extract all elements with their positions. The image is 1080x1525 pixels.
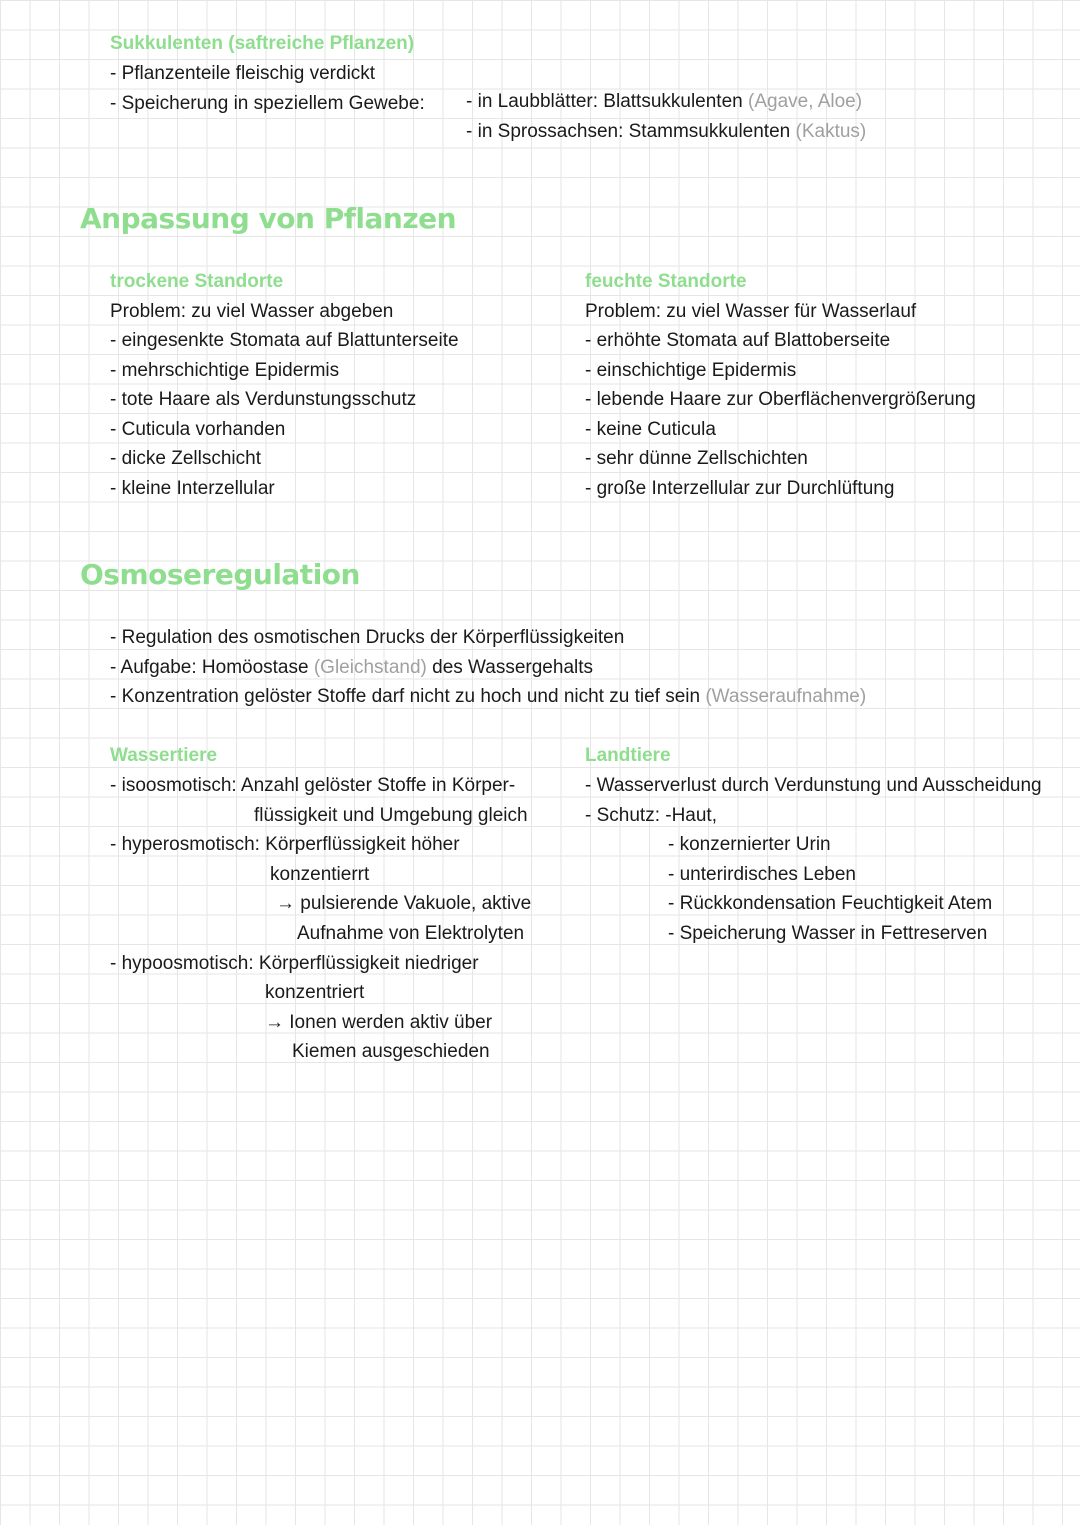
land-animals-title: Landtiere — [585, 745, 671, 766]
dry-line: - dicke Zellschicht — [110, 448, 261, 469]
dry-line: - Cuticula vorhanden — [110, 419, 286, 440]
land-protection-item: - konzernierter Urin — [668, 834, 831, 855]
succulents-leaf-text: - in Laubblätter: Blattsukkulenten — [466, 91, 743, 112]
succulents-line-1: - Pflanzenteile fleischig verdickt — [110, 63, 376, 84]
osmo-line-2-c: des Wassergehalts — [432, 657, 594, 678]
water-hyper-2: konzentierrt — [270, 864, 370, 885]
water-hypo-2: konzentriert — [265, 982, 365, 1003]
dry-line: - kleine Interzellular — [110, 478, 275, 499]
osmo-heading: Osmoseregulation — [80, 558, 360, 591]
wet-line: - keine Cuticula — [585, 419, 716, 440]
succulents-stem-examples: (Kaktus) — [795, 121, 867, 142]
osmo-line-2-b: (Gleichstand) — [313, 657, 427, 678]
wet-sites-title: feuchte Standorte — [585, 271, 747, 292]
water-hypo-4: Kiemen ausgeschieden — [292, 1041, 490, 1062]
dry-line: - eingesenkte Stomata auf Blattunterseite — [110, 330, 459, 351]
osmo-line-3-a: - Konzentration gelöster Stoffe darf nicht zu hoch und nicht zu tief sein — [110, 686, 701, 707]
succulents-leaf-line — [466, 91, 862, 113]
land-protection-item: - Rückkondensation Feuchtigkeit Atem — [668, 893, 993, 914]
adaptation-heading: Anpassung von Pflanzen — [80, 202, 457, 235]
land-protection-item: - Speicherung Wasser in Fettreserven — [668, 923, 988, 944]
water-hyper-1: - hyperosmotisch: Körperflüssigkeit höher — [110, 834, 460, 855]
wet-line: - erhöhte Stomata auf Blattoberseite — [585, 330, 891, 351]
succulents-leaf-examples: (Agave, Aloe) — [748, 91, 863, 112]
succulents-stem-line — [466, 121, 866, 143]
succulents-line-2: - Speicherung in speziellem Gewebe: — [110, 93, 425, 114]
water-iso-2: flüssigkeit und Umgebung gleich — [254, 805, 528, 826]
dry-line: Problem: zu viel Wasser abgeben — [110, 301, 394, 322]
water-iso-1: - isoosmotisch: Anzahl gelöster Stoffe in Körper- — [110, 775, 516, 796]
dry-line: - mehrschichtige Epidermis — [110, 360, 340, 381]
land-line-1: - Wasserverlust durch Verdunstung und Ausscheidung — [585, 775, 1042, 796]
succulents-stem-text: - in Sprossachsen: Stammsukkulenten — [466, 121, 791, 142]
osmo-line-2-a: - Aufgabe: Homöostase — [110, 657, 309, 678]
dry-sites-title: trockene Standorte — [110, 271, 284, 292]
land-line-2: - Schutz: -Haut, — [585, 805, 717, 826]
wet-line: - lebende Haare zur Oberflächenvergrößerung — [585, 389, 976, 410]
wet-line: Problem: zu viel Wasser für Wasserlauf — [585, 301, 917, 322]
land-protection-item: - unterirdisches Leben — [668, 864, 856, 885]
wet-line: - große Interzellular zur Durchlüftung — [585, 478, 895, 499]
osmo-line-2 — [110, 657, 593, 679]
osmo-line-3 — [110, 686, 866, 708]
water-animals-title: Wassertiere — [110, 745, 218, 766]
water-hyper-3: → pulsierende Vakuole, aktive — [276, 893, 532, 914]
osmo-line-1: - Regulation des osmotischen Drucks der Körperflüssigkeiten — [110, 627, 625, 648]
water-hypo-3: → Ionen werden aktiv über — [265, 1012, 493, 1033]
wet-line: - sehr dünne Zellschichten — [585, 448, 808, 469]
dry-line: - tote Haare als Verdunstungsschutz — [110, 389, 417, 410]
succulents-title: Sukkulenten (saftreiche Pflanzen) — [110, 33, 415, 54]
wet-line: - einschichtige Epidermis — [585, 360, 797, 381]
water-hypo-1: - hypoosmotisch: Körperflüssigkeit niedriger — [110, 953, 479, 974]
osmo-line-3-b: (Wasseraufnahme) — [705, 686, 867, 707]
water-hyper-4: Aufnahme von Elektrolyten — [297, 923, 525, 944]
